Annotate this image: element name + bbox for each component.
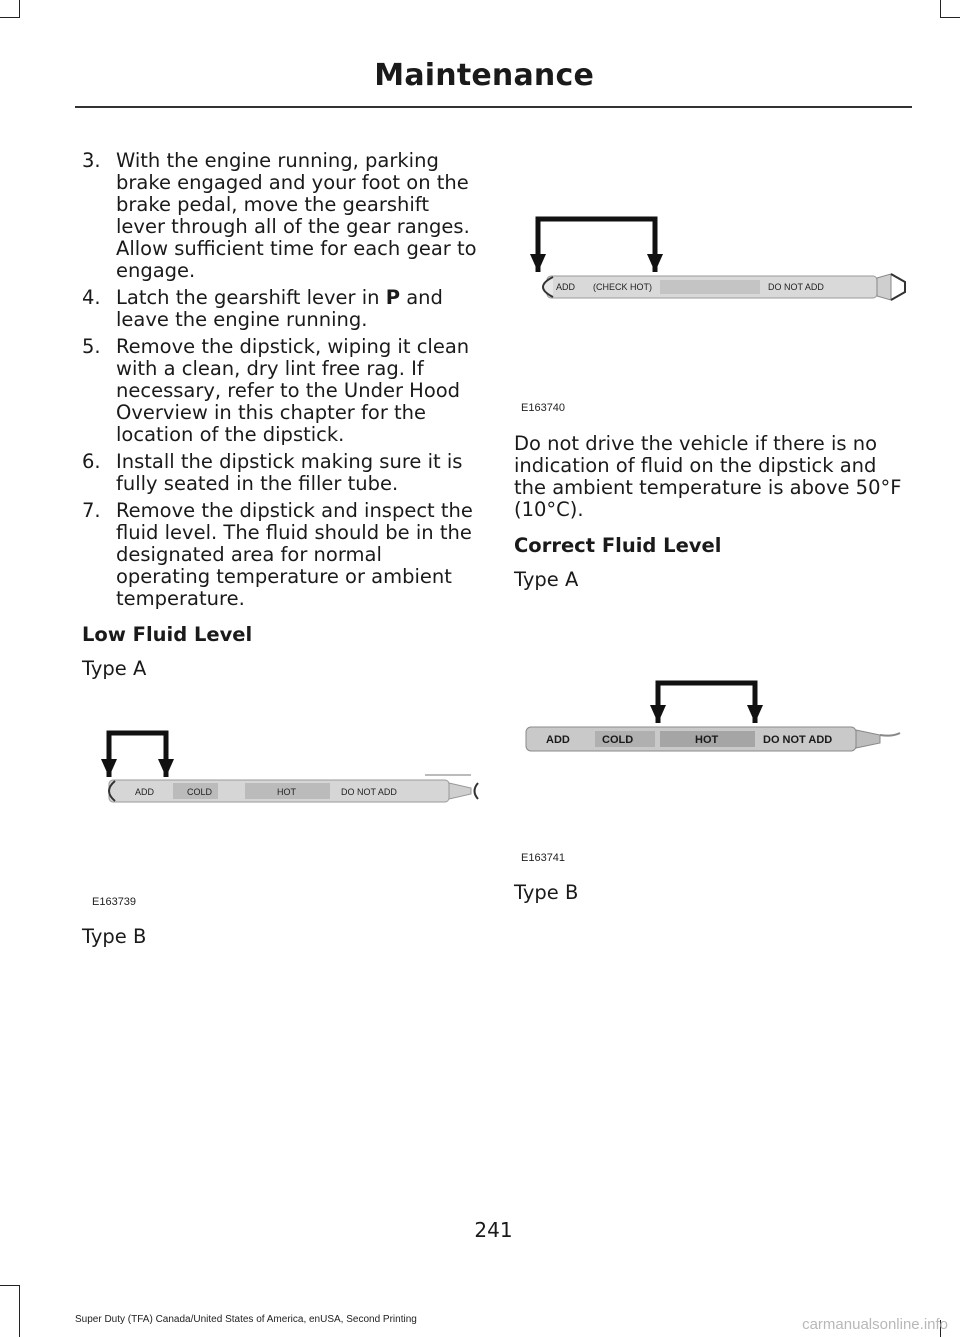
arrow-head <box>158 759 174 777</box>
dipstick-handle <box>856 730 880 748</box>
step-item: 6. Install the dipstick making sure it is fully seated in the filler tube. <box>82 450 463 495</box>
dipstick-label: ADD <box>546 734 570 746</box>
watermark: carmanualsonline.info <box>802 1316 948 1333</box>
range-bracket-arrow <box>658 683 755 723</box>
low-fluid-heading: Low Fluid Level <box>82 623 253 646</box>
warning-paragraph: Do not drive the vehicle if there is no indication of fluid on the dipstick and the ambient temperature is above 50°F (10°C). <box>514 432 902 521</box>
arrow-head <box>650 705 666 723</box>
correct-fluid-type-a-label: Type A <box>514 568 579 591</box>
dipstick-label: ADD <box>556 282 576 292</box>
figure-id: E163741 <box>521 852 566 864</box>
crop-mark <box>19 1285 20 1337</box>
left-column <box>82 150 477 680</box>
header-divider <box>75 106 912 108</box>
procedure-steps <box>82 150 477 610</box>
dipstick-label: DO NOT ADD <box>768 282 824 292</box>
figure-id: E163739 <box>92 896 137 908</box>
range-bracket-arrow <box>109 733 166 777</box>
dipstick-tail <box>880 733 900 736</box>
crop-mark <box>940 17 960 18</box>
dipstick-figure-low-a <box>95 725 485 825</box>
arrow-head <box>747 705 763 723</box>
correct-fluid-heading: Correct Fluid Level <box>514 534 722 557</box>
right-column <box>514 433 909 591</box>
figure-id: E163740 <box>521 402 566 414</box>
gear-p: P <box>385 286 401 309</box>
dipstick-label: HOT <box>695 734 719 746</box>
step-item: 4. Latch the gearshift lever in P and leave the engine running. <box>82 286 443 331</box>
dipstick-hook <box>475 783 479 799</box>
step-item: 3. With the engine running, parking brake engaged and your foot on the brake pedal, move the gearshift lever through all of the gear ranges. Allow sufficient time for each gear to engage. <box>82 149 477 282</box>
step-item: 5. Remove the dipstick, wiping it clean with a clean, dry lint free rag. If necessary, refer to the Under Hood Overview in this chapter for the location of the dipstick. <box>82 335 470 446</box>
dipstick-handle <box>449 783 471 799</box>
dipstick-label: COLD <box>187 787 213 797</box>
arrow-head <box>647 254 663 272</box>
dipstick-label: (CHECK HOT) <box>593 282 652 292</box>
range-bracket-arrow <box>538 219 655 272</box>
dipstick-label: COLD <box>602 734 634 746</box>
check-hot-hatch <box>660 280 760 294</box>
dipstick-hook <box>891 274 905 300</box>
crop-mark <box>0 17 20 18</box>
page-title: Maintenance <box>374 58 594 93</box>
dipstick-figure-correct-a <box>520 675 910 775</box>
arrow-head <box>530 254 546 272</box>
footer-text: Super Duty (TFA) Canada/United States of America, enUSA, Second Printing <box>75 1314 417 1325</box>
dipstick-end <box>543 277 553 297</box>
low-fluid-type-b-label: Type B <box>82 925 147 948</box>
step-item: 7. Remove the dipstick and inspect the fluid level. The fluid should be in the designated area for normal operating temperature or ambient temperature. <box>82 499 473 610</box>
arrow-head <box>101 759 117 777</box>
page-number: 241 <box>474 1218 513 1242</box>
dipstick-handle <box>877 274 891 300</box>
crop-mark <box>19 0 20 18</box>
dipstick-label: ADD <box>135 787 155 797</box>
crop-mark <box>940 0 941 18</box>
low-fluid-type-a-label: Type A <box>82 657 147 680</box>
dipstick-figure-low-b <box>525 210 915 310</box>
dipstick-label: HOT <box>277 787 296 797</box>
dipstick-label: DO NOT ADD <box>341 787 397 797</box>
dipstick-label: DO NOT ADD <box>763 734 833 746</box>
crop-mark <box>0 1285 20 1286</box>
correct-fluid-type-b-label: Type B <box>514 881 579 904</box>
